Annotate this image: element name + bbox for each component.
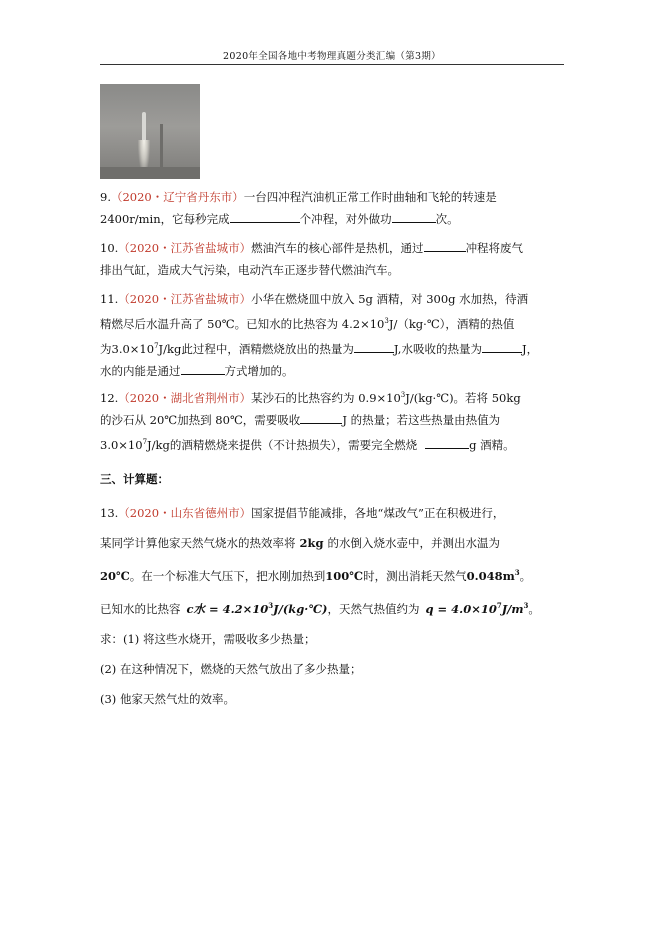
q13-ask-2: (2) 在这种情况下，燃烧的天然气放出了多少热量； [100, 661, 362, 676]
question-12 [100, 384, 570, 456]
q12-text-3a: 3.0×10 [100, 437, 143, 452]
q9-text: 一台四冲程汽油机正常工作时曲轴和飞轮的转速是 [243, 190, 497, 204]
q13-initial-temp: 20℃ [100, 568, 130, 583]
q11-sup-3: 7 [154, 341, 159, 350]
q13-ask-3: (3) 他家天然气灶的效率。 [100, 691, 235, 706]
q12-text-3c: g 酒精。 [469, 437, 515, 452]
q9-blank-work[interactable] [392, 210, 436, 223]
q9-text-2c: 次。 [435, 212, 459, 226]
q9-number: 9. [100, 190, 111, 204]
q13-text-2a: 某同学计算他家天然气烧水的热效率将 [100, 536, 296, 550]
ground [100, 167, 200, 179]
q13-gas-volume: 0.048m [466, 568, 515, 583]
q11-text-3b: J/kg此过程中，酒精燃烧放出的热量为 [158, 341, 354, 356]
q11-text-2a: 精燃尽后水温升高了 50℃。已知水的比热容为 4.2×10 [100, 316, 385, 331]
q9-text-2a: 2400r/min，它每秒完成 [100, 212, 230, 226]
q13-source: （2020・山东省德州市） [118, 506, 252, 520]
q13-final-temp: 100℃ [325, 568, 364, 583]
q11-text-4b: 方式增加的。 [224, 363, 294, 378]
q13-text-4a: 已知水的比热容 [100, 601, 181, 616]
rocket [142, 112, 146, 142]
question-10 [100, 237, 570, 281]
q11-text-1: 小华在燃烧皿中放入 5g 酒精，对 300g 水加热，待酒 [251, 292, 529, 306]
q13-specific-heat-unit: J/(kg·℃) [273, 601, 328, 616]
q9-text-2b: 个冲程，对外做功 [299, 212, 392, 226]
q10-number: 10. [100, 241, 119, 255]
q13-gas-sup: 3 [514, 568, 520, 577]
q11-blank-heat-released[interactable] [354, 340, 394, 353]
q12-blank-mass[interactable] [425, 436, 469, 449]
q12-source: （2020・湖北省荆州市） [118, 390, 252, 405]
section-3-title: 三、计算题： [100, 472, 169, 486]
q10-text-2: 排出气缸，造成大气污染，电动汽车正逐步替代燃油汽车。 [100, 263, 399, 277]
q12-sup-3: 7 [142, 437, 148, 446]
q11-number: 11. [100, 292, 119, 306]
q12-text-3b: J/kg的酒精燃烧来提供（不计热损失），需要完全燃烧 [147, 437, 418, 452]
q13-heat-value-sup: 7 [496, 600, 502, 610]
q13-text-2c: 的水倒入烧水壶中，并测出水温为 [327, 536, 501, 550]
q11-text-3d: J， [521, 341, 539, 356]
q11-blank-heat-absorbed[interactable] [482, 340, 522, 353]
q13-specific-heat-sup: 3 [268, 600, 274, 610]
q12-blank-heat[interactable] [300, 411, 342, 424]
q11-text-3c: J,水吸收的热量为 [393, 341, 482, 356]
q11-blank-method[interactable] [181, 362, 225, 375]
q9-source: （2020・辽宁省丹东市） [110, 190, 244, 204]
q10-blank-stroke[interactable] [424, 239, 466, 252]
q13-text-3f: 。 [519, 568, 532, 583]
q10-source: （2020・江苏省盐城市） [118, 241, 252, 255]
q12-text-2b: J 的热量；若这些热量由热值为 [342, 412, 501, 427]
q13-text-4b: ，天然气热值约为 [327, 601, 420, 616]
question-9 [100, 186, 570, 230]
q13-heat-value-unit: J/m [501, 601, 524, 616]
q13-number: 13. [100, 506, 119, 520]
q10-text-1b: 冲程将废气 [465, 241, 524, 255]
question-11 [100, 288, 570, 382]
q13-mass: 2kg [299, 536, 324, 550]
q13-text-1: 国家提倡节能减排，各地“煤改气”正在积极进行， [251, 506, 505, 520]
q9-blank-strokes[interactable] [230, 210, 300, 223]
question-13 [100, 498, 570, 714]
q12-text-1b: J/(kg·℃)。若将 50kg [405, 390, 521, 405]
q13-text-3b: 。在一个标准大气压下，把水刚加热到 [129, 568, 326, 583]
q11-text-2b: J/（kg·℃），酒精的热值 [388, 316, 515, 331]
q11-source: （2020・江苏省盐城市） [118, 292, 252, 306]
q13-text-3d: 时，测出消耗天然气 [363, 568, 467, 583]
q13-heat-value-unit-sup: 3 [523, 600, 529, 610]
q12-number: 12. [100, 390, 119, 405]
page-header: 2020年全国各地中考物理真题分类汇编（第3期） [223, 51, 441, 62]
q13-heat-value-eq: q = 4.0×10 [425, 601, 497, 616]
q12-text-1a: 某沙石的比热容约为 0.9×10 [251, 390, 401, 405]
q13-ask-1: 求：(1) 将这些水烧开，需吸收多少热量； [100, 631, 316, 646]
q12-text-2a: 的沙石从 20℃加热到 80℃，需要吸收 [100, 412, 301, 427]
header-rule [100, 64, 564, 65]
q11-text-3a: 为3.0×10 [100, 341, 155, 356]
rocket-launch-photo [100, 84, 200, 179]
q11-sup-2: 3 [384, 317, 389, 325]
q12-sup-1: 3 [400, 391, 406, 399]
q13-specific-heat-eq: c水 = 4.2×10 [186, 601, 269, 616]
q10-text-1a: 燃油汽车的核心部件是热机，通过 [251, 241, 424, 255]
q13-text-4c: 。 [528, 601, 540, 616]
q11-text-4a: 水的内能是通过 [100, 363, 181, 378]
